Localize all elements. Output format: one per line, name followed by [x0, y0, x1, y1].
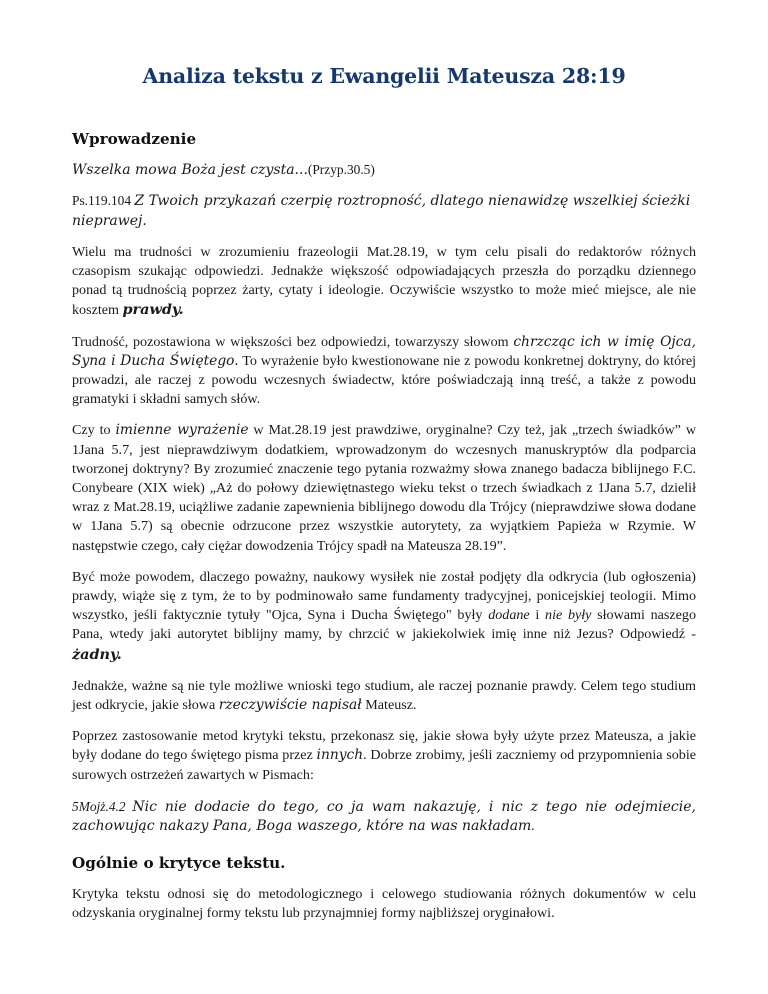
- paragraph-4-emphasis-3: żadny.: [72, 645, 122, 663]
- paragraph-1-text: Wielu ma trudności w zrozumieniu frazeologii Mat.28.19, w tym celu pisali do redaktorów różnych czasopism szukając odpowiedzi. Jednakże większość odpowiadających przeszła do porządku dziennego ponad tą trudnością poprzez żarty, cytaty i ideologie. Oczywiście wszystko to może mieć miejsce, ale nie kosztem: [72, 243, 696, 319]
- paragraph-6-text-b: . Dobrze zrobimy, jeśli zaczniemy od przypomnienia sobie surowych ostrzeżeń zawartych w Pismach:: [72, 747, 696, 783]
- quote-deuteronomy: [72, 797, 696, 836]
- page-title: Analiza tekstu z Ewangelii Mateusza 28:19: [142, 64, 626, 88]
- paragraph-3-text-a: Czy to: [72, 422, 116, 439]
- paragraph-2-emphasis: chrzcząc ich w imię Ojca, Syna i Ducha Świętego.: [72, 333, 696, 369]
- quote-deuteronomy-end: .: [531, 818, 535, 835]
- paragraph-6-emphasis: innych: [316, 747, 364, 764]
- quote-proverbs: [72, 160, 696, 180]
- quote-psalm-text: Z Twoich przykazań czerpię roztropność, dlatego nienawidzę wszelkiej ścieżki nieprawej.: [72, 193, 691, 229]
- quote-psalm: [72, 191, 696, 230]
- quote-proverbs-text: Wszelka mowa Boża jest czysta...: [72, 162, 308, 179]
- paragraph-3-emphasis: imienne wyrażenie: [115, 422, 249, 439]
- paragraph-5-text-b: Mateusz.: [361, 697, 417, 714]
- paragraph-4-emphasis-1: dodane: [488, 607, 530, 624]
- paragraph-4-text-a: Być może powodem, dlaczego poważny, naukowy wysiłek nie został podjęty dla odkrycia (lub ogłoszenia) prawdy, wiąże się z tym, że to by podminowało same fundamenty tradycyjnej, ponicejskiej teologii. Mimo wszystko, jeśli faktycznie tytuły "Ojca, Syna i Ducha Świętego" były: [72, 568, 696, 624]
- quote-psalm-ref: Ps.119.104: [72, 193, 135, 209]
- paragraph-4-text-b: i: [529, 607, 546, 624]
- paragraph-4-text-c: słowami naszego Pana, wtedy jaki autorytet biblijny mamy, by chrzcić w jakiekolwiek imię inne niż Jezus? Odpowiedź -: [72, 607, 697, 643]
- paragraph-2-text-a: Trudność, pozostawiona w większości bez odpowiedzi, towarzyszy słowom: [72, 333, 514, 350]
- paragraph-4-emphasis-2: nie były: [545, 607, 592, 624]
- paragraph-6: [72, 727, 696, 785]
- paragraph-5: [72, 677, 696, 715]
- paragraph-3-text-b: w Mat.28.19 jest prawdziwe, oryginalne? Czy też, jak „trzech świadków” w 1Jana 5.7, jest nieprawdziwym dodatkiem, wprowadzonym do wczesnych manuskryptów dla podparcia tworzonej doktryny? By zrozumieć znaczenie tego pytania rozważmy słowa znanego badacza biblijnego F.C. Conybeare (XIX wiek) „Aż do połowy dziewiętnastego wieku tekst o trzech świadkach z 1Jana 5.7, dzielił wraz z Mat.28.19, uciążliwe zadanie zapewnienia biblijnego dowodu dla Trójcy (nieprawdziwe słowa dodane w 1Jana 5.7) są obecnie odrzucone przez wszystkie autorytety, za wyjątkiem Papieża w Rzymie. W następstwie czego, cały ciężar dowodzenia Trójcy spadł na Mateusza 28.19”.: [72, 422, 697, 554]
- document-body: [72, 130, 696, 935]
- paragraph-2-text-b: To wyrażenie było kwestionowane nie z powodu konkretnej doktryny, do której prowadzi, ale raczej z powodu wczesnych świadectw, które poświadczają inną treść, a także z powodu gramatyki i składni samych słów.: [72, 352, 696, 408]
- quote-deuteronomy-ref: 5Mojż.4.2: [72, 798, 133, 814]
- paragraph-3: [72, 421, 696, 555]
- paragraph-6-text-a: Poprzez zastosowanie metod krytyki tekstu, przekonasz się, jakie słowa były użyte przez Mateusza, a jakie były dodane do tego świętego pisma przez: [72, 728, 696, 764]
- paragraph-1-emphasis: prawdy.: [122, 301, 184, 319]
- quote-deuteronomy-text: Nic nie dodacie do tego, co ja wam nakazuję, i nic z tego nie odejmiecie, zachowując nakazy Pana, Boga waszego, które na was nakładam: [72, 798, 696, 835]
- paragraph-2: [72, 333, 696, 410]
- paragraph-1: [72, 243, 696, 321]
- paragraph-7: Krytyka tekstu odnosi się do metodologicznego i celowego studiowania różnych dokumentów w celu odzyskania oryginalnej formy tekstu lub przynajmniej formy najbliższej oryginałowi.: [72, 885, 696, 921]
- section-heading-introduction: Wprowadzenie: [72, 130, 197, 148]
- paragraph-5-emphasis: rzeczywiście napisał: [218, 697, 362, 714]
- paragraph-4: [72, 568, 696, 665]
- paragraph-5-text-a: Jednakże, ważne są nie tyle możliwe wnioski tego studium, ale raczej poznanie prawdy. Celem tego studium jest odkrycie, jakie słowa: [72, 677, 696, 714]
- section-heading-textual-criticism: Ogólnie o krytyce tekstu.: [72, 854, 286, 873]
- quote-proverbs-ref: (Przyp.30.5): [307, 162, 375, 178]
